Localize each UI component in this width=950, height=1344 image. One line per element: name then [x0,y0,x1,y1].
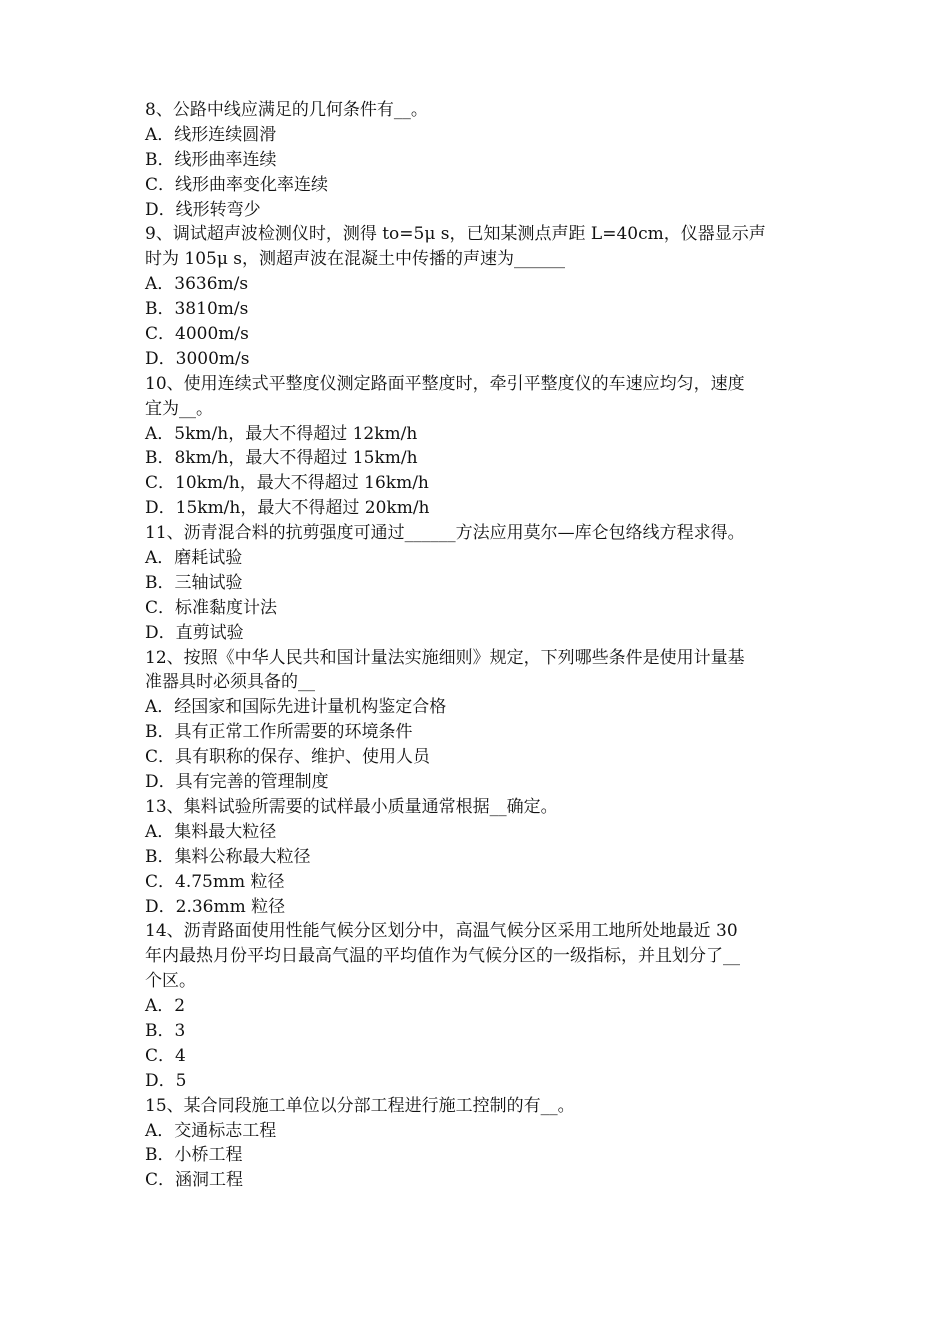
question-8-option-d: D．线形转弯少 [145,199,261,220]
question-15-option-c: C．涵洞工程 [145,1170,244,1191]
question-14-option-d: D．5 [145,1070,187,1091]
question-15-stem: 15、某合同段施工单位以分部工程进行施工控制的有__。 [145,1095,575,1116]
question-9-option-d: D．3000m/s [145,348,250,369]
question-13-option-d: D．2.36mm 粒径 [145,896,286,917]
question-12-option-b: B．具有正常工作所需要的环境条件 [145,722,413,743]
question-8-stem: 8、公路中线应满足的几何条件有__。 [145,100,428,120]
question-11-option-c: C．标准黏度计法 [145,597,278,618]
question-9-stem-line-2: 时为 105μ s，测超声波在混凝土中传播的声速为______ [145,249,566,270]
question-13-option-c: C．4.75mm 粒径 [145,871,285,892]
question-12-option-c: C．具有职称的保存、维护、使用人员 [145,747,431,768]
question-10-option-c: C．10km/h，最大不得超过 16km/h [145,473,429,494]
question-14-stem-line-1: 14、沥青路面使用性能气候分区划分中，高温气候分区采用工地所处地最近 30 [145,921,738,942]
question-10-option-b: B．8km/h，最大不得超过 15km/h [145,448,418,469]
question-14-option-c: C．4 [145,1045,186,1066]
question-15-option-a: A．交通标志工程 [145,1120,277,1141]
question-13-option-a: A．集料最大粒径 [145,821,277,842]
question-14-stem-line-3: 个区。 [145,971,196,992]
question-14-stem-line-2: 年内最热月份平均日最高气温的平均值作为气候分区的一级指标，并且划分了__ [145,946,740,967]
question-11-option-b: B．三轴试验 [145,572,243,593]
question-10-stem-line-2: 宜为__。 [145,398,213,419]
question-8-option-b: B．线形曲率连续 [145,149,277,170]
question-8-option-c: C．线形曲率变化率连续 [145,174,329,195]
question-13-stem: 13、集料试验所需要的试样最小质量通常根据__确定。 [145,796,558,817]
question-14-option-a: A．2 [145,996,186,1017]
question-14-option-b: B．3 [145,1020,186,1041]
question-11-option-d: D．直剪试验 [145,622,244,643]
question-8-option-a: A．线形连续圆滑 [145,124,277,145]
question-9-option-c: C．4000m/s [145,324,249,345]
question-15-option-b: B．小桥工程 [145,1145,243,1166]
question-11-option-a: A．磨耗试验 [145,548,243,569]
question-12-option-d: D．具有完善的管理制度 [145,772,329,793]
question-12-stem-line-2: 准器具时必须具备的__ [145,672,315,693]
question-11-stem: 11、沥青混合料的抗剪强度可通过______方法应用莫尔—库仑包络线方程求得。 [145,523,745,544]
question-9-stem-line-1: 9、调试超声波检测仪时，测得 to=5μ s，已知某测点声距 L=40cm，仪器显示声 [145,224,766,245]
question-text-block [145,98,815,1193]
question-10-option-d: D．15km/h，最大不得超过 20km/h [145,498,430,519]
question-10-stem-line-1: 10、使用连续式平整度仪测定路面平整度时，牵引平整度仪的车速应均匀，速度 [145,373,745,394]
question-9-option-a: A．3636m/s [145,274,249,295]
question-13-option-b: B．集料公称最大粒径 [145,846,311,867]
question-10-option-a: A．5km/h，最大不得超过 12km/h [145,423,418,444]
question-12-stem-line-1: 12、按照《中华人民共和国计量法实施细则》规定，下列哪些条件是使用计量基 [145,647,745,668]
question-12-option-a: A．经国家和国际先进计量机构鉴定合格 [145,697,447,718]
question-9-option-b: B．3810m/s [145,299,249,320]
